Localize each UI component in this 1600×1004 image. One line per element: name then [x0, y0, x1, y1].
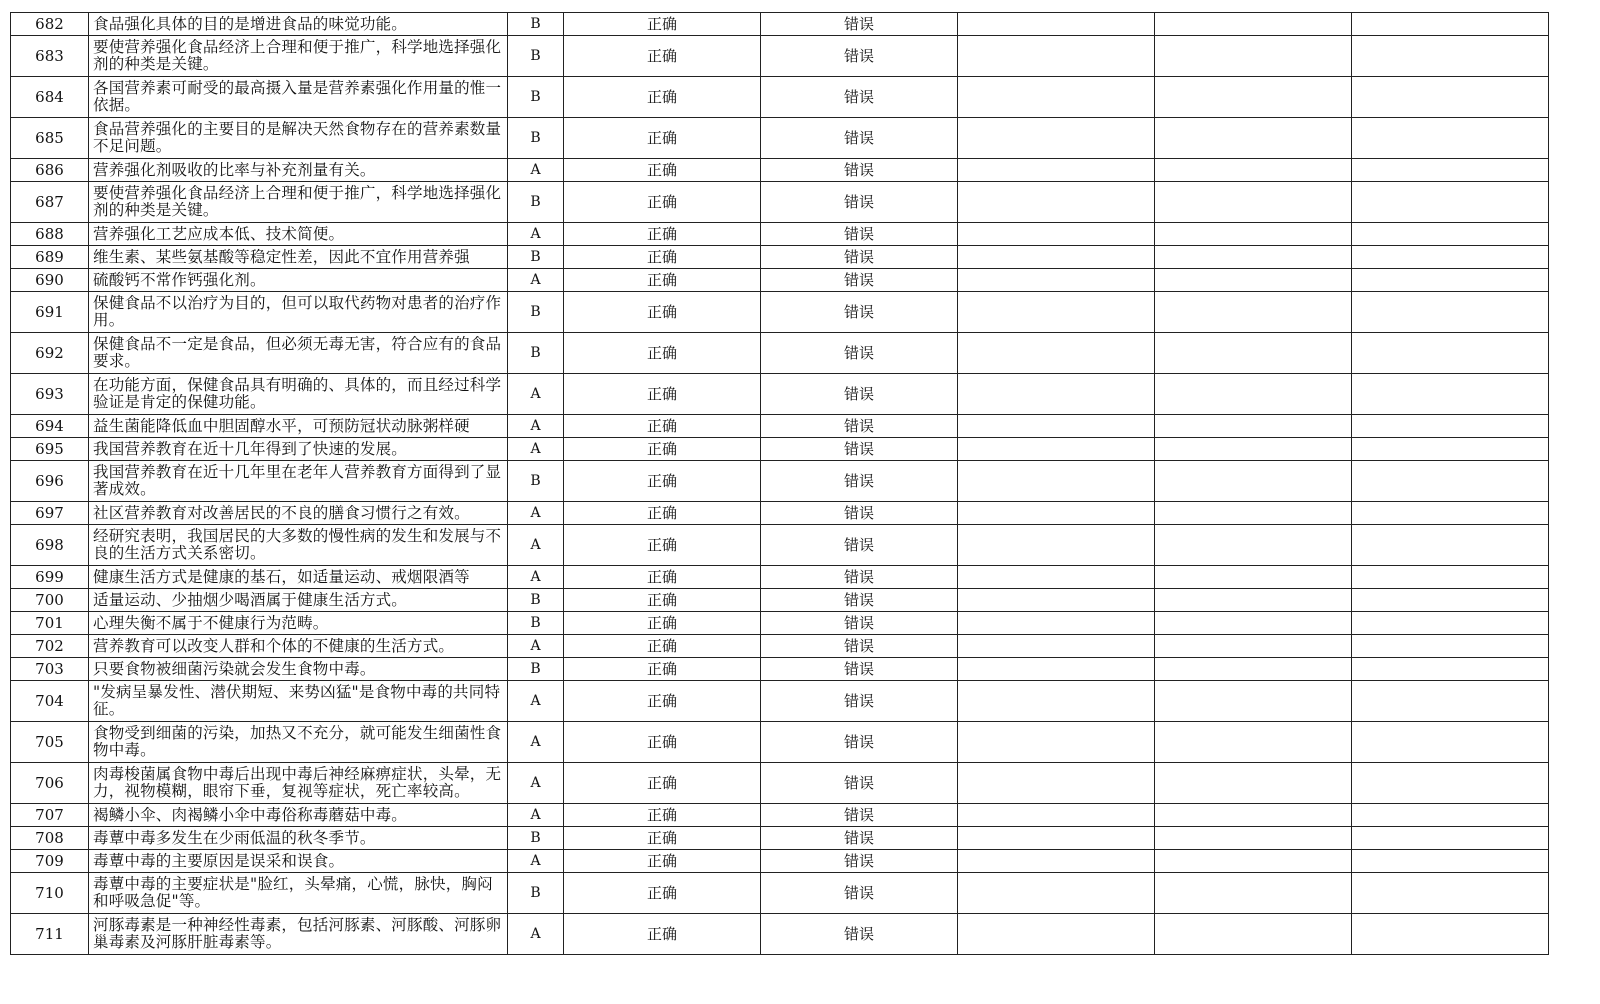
question-number: 710 — [11, 873, 89, 914]
option-correct: 正确 — [564, 415, 761, 438]
question-number: 688 — [11, 223, 89, 246]
empty-cell — [1155, 374, 1352, 415]
question-number: 702 — [11, 635, 89, 658]
empty-cell — [1155, 612, 1352, 635]
question-number: 691 — [11, 292, 89, 333]
empty-cell — [1352, 374, 1549, 415]
question-text: 保健食品不一定是食品，但必须无毒无害，符合应有的食品要求。 — [89, 333, 508, 374]
answer-letter: A — [508, 566, 564, 589]
question-number: 697 — [11, 502, 89, 525]
empty-cell — [958, 246, 1155, 269]
option-wrong: 错误 — [761, 292, 958, 333]
empty-cell — [958, 438, 1155, 461]
empty-cell — [1155, 525, 1352, 566]
table-row — [11, 722, 1549, 763]
empty-cell — [1352, 502, 1549, 525]
answer-letter: A — [508, 223, 564, 246]
answer-letter: A — [508, 681, 564, 722]
answer-letter: B — [508, 246, 564, 269]
empty-cell — [1352, 914, 1549, 955]
option-wrong: 错误 — [761, 722, 958, 763]
question-text: 肉毒梭菌属食物中毒后出现中毒后神经麻痹症状，头晕，无力，视物模糊，眼帘下垂，复视等症状，死亡率较高。 — [89, 763, 508, 804]
option-correct: 正确 — [564, 118, 761, 159]
table-row — [11, 612, 1549, 635]
answer-letter: A — [508, 415, 564, 438]
option-correct: 正确 — [564, 763, 761, 804]
question-number: 685 — [11, 118, 89, 159]
empty-cell — [1352, 589, 1549, 612]
question-number: 693 — [11, 374, 89, 415]
question-number: 701 — [11, 612, 89, 635]
question-number: 705 — [11, 722, 89, 763]
table-row — [11, 159, 1549, 182]
option-correct: 正确 — [564, 914, 761, 955]
empty-cell — [1352, 525, 1549, 566]
question-number: 682 — [11, 13, 89, 36]
question-text: 心理失衡不属于不健康行为范畴。 — [89, 612, 508, 635]
option-wrong: 错误 — [761, 566, 958, 589]
option-wrong: 错误 — [761, 333, 958, 374]
question-text: 维生素、某些氨基酸等稳定性差，因此不宜作用营养强 — [89, 246, 508, 269]
option-correct: 正确 — [564, 159, 761, 182]
answer-letter: A — [508, 502, 564, 525]
option-wrong: 错误 — [761, 269, 958, 292]
empty-cell — [958, 914, 1155, 955]
empty-cell — [1155, 182, 1352, 223]
option-wrong: 错误 — [761, 658, 958, 681]
answer-letter: B — [508, 77, 564, 118]
answer-letter: B — [508, 827, 564, 850]
question-number: 692 — [11, 333, 89, 374]
empty-cell — [1155, 763, 1352, 804]
option-wrong: 错误 — [761, 502, 958, 525]
question-number: 684 — [11, 77, 89, 118]
empty-cell — [958, 415, 1155, 438]
answer-letter: B — [508, 333, 564, 374]
answer-letter: A — [508, 763, 564, 804]
table-row — [11, 681, 1549, 722]
question-number: 706 — [11, 763, 89, 804]
option-correct: 正确 — [564, 461, 761, 502]
question-number: 689 — [11, 246, 89, 269]
answer-letter: A — [508, 374, 564, 415]
answer-letter: A — [508, 914, 564, 955]
empty-cell — [1352, 269, 1549, 292]
table-row — [11, 374, 1549, 415]
empty-cell — [1155, 118, 1352, 159]
empty-cell — [958, 292, 1155, 333]
table-row — [11, 635, 1549, 658]
option-correct: 正确 — [564, 77, 761, 118]
question-number: 686 — [11, 159, 89, 182]
option-correct: 正确 — [564, 850, 761, 873]
option-correct: 正确 — [564, 612, 761, 635]
empty-cell — [958, 13, 1155, 36]
question-text: 只要食物被细菌污染就会发生食物中毒。 — [89, 658, 508, 681]
empty-cell — [1352, 415, 1549, 438]
option-correct: 正确 — [564, 681, 761, 722]
option-wrong: 错误 — [761, 873, 958, 914]
empty-cell — [1155, 804, 1352, 827]
empty-cell — [958, 722, 1155, 763]
empty-cell — [1352, 246, 1549, 269]
question-text: 要使营养强化食品经济上合理和便于推广，科学地选择强化剂的种类是关键。 — [89, 36, 508, 77]
question-text: 我国营养教育在近十几年得到了快速的发展。 — [89, 438, 508, 461]
empty-cell — [958, 827, 1155, 850]
empty-cell — [1352, 438, 1549, 461]
table-row — [11, 914, 1549, 955]
empty-cell — [1155, 681, 1352, 722]
empty-cell — [958, 525, 1155, 566]
table-row — [11, 292, 1549, 333]
answer-letter: B — [508, 292, 564, 333]
option-correct: 正确 — [564, 36, 761, 77]
question-text: 适量运动、少抽烟少喝酒属于健康生活方式。 — [89, 589, 508, 612]
empty-cell — [1155, 36, 1352, 77]
empty-cell — [1352, 333, 1549, 374]
option-correct: 正确 — [564, 292, 761, 333]
empty-cell — [1155, 77, 1352, 118]
question-number: 708 — [11, 827, 89, 850]
empty-cell — [1352, 658, 1549, 681]
empty-cell — [1352, 13, 1549, 36]
question-text: 食品营养强化的主要目的是解决天然食物存在的营养素数量不足问题。 — [89, 118, 508, 159]
table-body — [11, 13, 1549, 955]
question-text: 社区营养教育对改善居民的不良的膳食习惯行之有效。 — [89, 502, 508, 525]
table-row — [11, 118, 1549, 159]
question-text: 褐鳞小伞、肉褐鳞小伞中毒俗称毒蘑菇中毒。 — [89, 804, 508, 827]
empty-cell — [1352, 722, 1549, 763]
question-text: 各国营养素可耐受的最高摄入量是营养素强化作用量的惟一依据。 — [89, 77, 508, 118]
empty-cell — [958, 850, 1155, 873]
question-number: 707 — [11, 804, 89, 827]
option-correct: 正确 — [564, 566, 761, 589]
empty-cell — [958, 502, 1155, 525]
answer-letter: B — [508, 873, 564, 914]
empty-cell — [1352, 804, 1549, 827]
option-correct: 正确 — [564, 246, 761, 269]
option-correct: 正确 — [564, 223, 761, 246]
empty-cell — [1352, 763, 1549, 804]
table-row — [11, 589, 1549, 612]
question-text: 毒蕈中毒的主要原因是误采和误食。 — [89, 850, 508, 873]
option-correct: 正确 — [564, 438, 761, 461]
question-number: 696 — [11, 461, 89, 502]
answer-letter: A — [508, 850, 564, 873]
empty-cell — [1155, 246, 1352, 269]
empty-cell — [1155, 159, 1352, 182]
option-wrong: 错误 — [761, 13, 958, 36]
question-number: 711 — [11, 914, 89, 955]
table-row — [11, 827, 1549, 850]
question-number: 683 — [11, 36, 89, 77]
empty-cell — [958, 159, 1155, 182]
answer-letter: B — [508, 36, 564, 77]
empty-cell — [958, 681, 1155, 722]
empty-cell — [1352, 850, 1549, 873]
option-correct: 正确 — [564, 502, 761, 525]
empty-cell — [1155, 269, 1352, 292]
option-wrong: 错误 — [761, 589, 958, 612]
empty-cell — [958, 461, 1155, 502]
option-wrong: 错误 — [761, 804, 958, 827]
table-row — [11, 13, 1549, 36]
question-text: 毒蕈中毒多发生在少雨低温的秋冬季节。 — [89, 827, 508, 850]
empty-cell — [958, 223, 1155, 246]
empty-cell — [1155, 566, 1352, 589]
question-text: 营养教育可以改变人群和个体的不健康的生活方式。 — [89, 635, 508, 658]
empty-cell — [1352, 612, 1549, 635]
empty-cell — [958, 763, 1155, 804]
option-wrong: 错误 — [761, 827, 958, 850]
empty-cell — [1352, 223, 1549, 246]
empty-cell — [1155, 873, 1352, 914]
empty-cell — [1155, 850, 1352, 873]
empty-cell — [958, 182, 1155, 223]
option-wrong: 错误 — [761, 681, 958, 722]
option-correct: 正确 — [564, 873, 761, 914]
option-wrong: 错误 — [761, 763, 958, 804]
empty-cell — [1352, 827, 1549, 850]
option-wrong: 错误 — [761, 850, 958, 873]
empty-cell — [958, 36, 1155, 77]
answer-letter: B — [508, 612, 564, 635]
option-correct: 正确 — [564, 804, 761, 827]
answer-letter: A — [508, 159, 564, 182]
empty-cell — [1155, 502, 1352, 525]
question-number: 699 — [11, 566, 89, 589]
table-row — [11, 763, 1549, 804]
empty-cell — [958, 612, 1155, 635]
option-wrong: 错误 — [761, 223, 958, 246]
option-wrong: 错误 — [761, 246, 958, 269]
option-wrong: 错误 — [761, 159, 958, 182]
table-row — [11, 415, 1549, 438]
empty-cell — [1352, 461, 1549, 502]
table-row — [11, 36, 1549, 77]
empty-cell — [1155, 722, 1352, 763]
question-text: 营养强化剂吸收的比率与补充剂量有关。 — [89, 159, 508, 182]
question-text: 益生菌能降低血中胆固醇水平，可预防冠状动脉粥样硬 — [89, 415, 508, 438]
table-row — [11, 658, 1549, 681]
option-wrong: 错误 — [761, 415, 958, 438]
answer-letter: B — [508, 13, 564, 36]
empty-cell — [1352, 681, 1549, 722]
answer-letter: A — [508, 525, 564, 566]
question-text: 营养强化工艺应成本低、技术简便。 — [89, 223, 508, 246]
empty-cell — [958, 635, 1155, 658]
question-text: 我国营养教育在近十几年里在老年人营养教育方面得到了显著成效。 — [89, 461, 508, 502]
empty-cell — [1155, 589, 1352, 612]
empty-cell — [1155, 333, 1352, 374]
table-row — [11, 223, 1549, 246]
option-correct: 正确 — [564, 722, 761, 763]
answer-letter: B — [508, 118, 564, 159]
empty-cell — [1155, 461, 1352, 502]
answer-letter: B — [508, 182, 564, 223]
answer-letter: A — [508, 804, 564, 827]
question-number: 704 — [11, 681, 89, 722]
empty-cell — [1352, 292, 1549, 333]
option-wrong: 错误 — [761, 438, 958, 461]
empty-cell — [1155, 13, 1352, 36]
empty-cell — [1155, 415, 1352, 438]
option-wrong: 错误 — [761, 635, 958, 658]
table-row — [11, 502, 1549, 525]
option-correct: 正确 — [564, 269, 761, 292]
table-row — [11, 269, 1549, 292]
option-wrong: 错误 — [761, 77, 958, 118]
empty-cell — [1155, 635, 1352, 658]
option-correct: 正确 — [564, 658, 761, 681]
empty-cell — [1352, 566, 1549, 589]
empty-cell — [1352, 182, 1549, 223]
empty-cell — [1155, 914, 1352, 955]
table-row — [11, 461, 1549, 502]
table-row — [11, 804, 1549, 827]
empty-cell — [1352, 118, 1549, 159]
question-text: 食物受到细菌的污染，加热又不充分，就可能发生细菌性食物中毒。 — [89, 722, 508, 763]
question-table — [10, 12, 1549, 955]
question-number: 690 — [11, 269, 89, 292]
empty-cell — [1352, 635, 1549, 658]
answer-letter: A — [508, 722, 564, 763]
question-number: 698 — [11, 525, 89, 566]
question-text: 毒蕈中毒的主要症状是"脸红，头晕痛，心慌，脉快，胸闷和呼吸急促"等。 — [89, 873, 508, 914]
question-text: 保健食品不以治疗为目的，但可以取代药物对患者的治疗作用。 — [89, 292, 508, 333]
empty-cell — [1155, 658, 1352, 681]
empty-cell — [1352, 159, 1549, 182]
option-wrong: 错误 — [761, 36, 958, 77]
empty-cell — [958, 77, 1155, 118]
option-wrong: 错误 — [761, 374, 958, 415]
empty-cell — [958, 804, 1155, 827]
table-row — [11, 182, 1549, 223]
table-row — [11, 77, 1549, 118]
answer-letter: A — [508, 635, 564, 658]
question-text: 食品强化具体的目的是增进食品的味觉功能。 — [89, 13, 508, 36]
option-wrong: 错误 — [761, 914, 958, 955]
empty-cell — [958, 566, 1155, 589]
answer-letter: B — [508, 658, 564, 681]
question-text: 经研究表明，我国居民的大多数的慢性病的发生和发展与不良的生活方式关系密切。 — [89, 525, 508, 566]
option-correct: 正确 — [564, 333, 761, 374]
table-row — [11, 525, 1549, 566]
question-text: 硫酸钙不常作钙强化剂。 — [89, 269, 508, 292]
empty-cell — [958, 374, 1155, 415]
question-number: 695 — [11, 438, 89, 461]
empty-cell — [1155, 438, 1352, 461]
answer-letter: B — [508, 589, 564, 612]
question-number: 687 — [11, 182, 89, 223]
option-correct: 正确 — [564, 589, 761, 612]
option-wrong: 错误 — [761, 118, 958, 159]
option-wrong: 错误 — [761, 612, 958, 635]
empty-cell — [958, 118, 1155, 159]
answer-letter: B — [508, 461, 564, 502]
answer-letter: A — [508, 269, 564, 292]
question-number: 700 — [11, 589, 89, 612]
question-text: "发病呈暴发性、潜伏期短、来势凶猛"是食物中毒的共同特征。 — [89, 681, 508, 722]
table-row — [11, 850, 1549, 873]
option-correct: 正确 — [564, 13, 761, 36]
empty-cell — [958, 873, 1155, 914]
table-row — [11, 246, 1549, 269]
table-row — [11, 333, 1549, 374]
option-correct: 正确 — [564, 525, 761, 566]
table-row — [11, 873, 1549, 914]
question-number: 703 — [11, 658, 89, 681]
empty-cell — [1155, 827, 1352, 850]
empty-cell — [958, 658, 1155, 681]
empty-cell — [1155, 292, 1352, 333]
question-number: 694 — [11, 415, 89, 438]
empty-cell — [958, 589, 1155, 612]
table-row — [11, 566, 1549, 589]
option-correct: 正确 — [564, 374, 761, 415]
empty-cell — [1352, 873, 1549, 914]
option-correct: 正确 — [564, 635, 761, 658]
question-text: 健康生活方式是健康的基石，如适量运动、戒烟限酒等 — [89, 566, 508, 589]
question-text: 要使营养强化食品经济上合理和便于推广，科学地选择强化剂的种类是关键。 — [89, 182, 508, 223]
option-wrong: 错误 — [761, 182, 958, 223]
empty-cell — [958, 269, 1155, 292]
option-wrong: 错误 — [761, 525, 958, 566]
empty-cell — [1352, 77, 1549, 118]
option-correct: 正确 — [564, 182, 761, 223]
option-correct: 正确 — [564, 827, 761, 850]
empty-cell — [1155, 223, 1352, 246]
question-text: 河豚毒素是一种神经性毒素，包括河豚素、河豚酸、河豚卵巢毒素及河豚肝脏毒素等。 — [89, 914, 508, 955]
table-row — [11, 438, 1549, 461]
question-text: 在功能方面，保健食品具有明确的、具体的，而且经过科学验证是肯定的保健功能。 — [89, 374, 508, 415]
empty-cell — [1352, 36, 1549, 77]
empty-cell — [958, 333, 1155, 374]
answer-letter: A — [508, 438, 564, 461]
question-number: 709 — [11, 850, 89, 873]
option-wrong: 错误 — [761, 461, 958, 502]
